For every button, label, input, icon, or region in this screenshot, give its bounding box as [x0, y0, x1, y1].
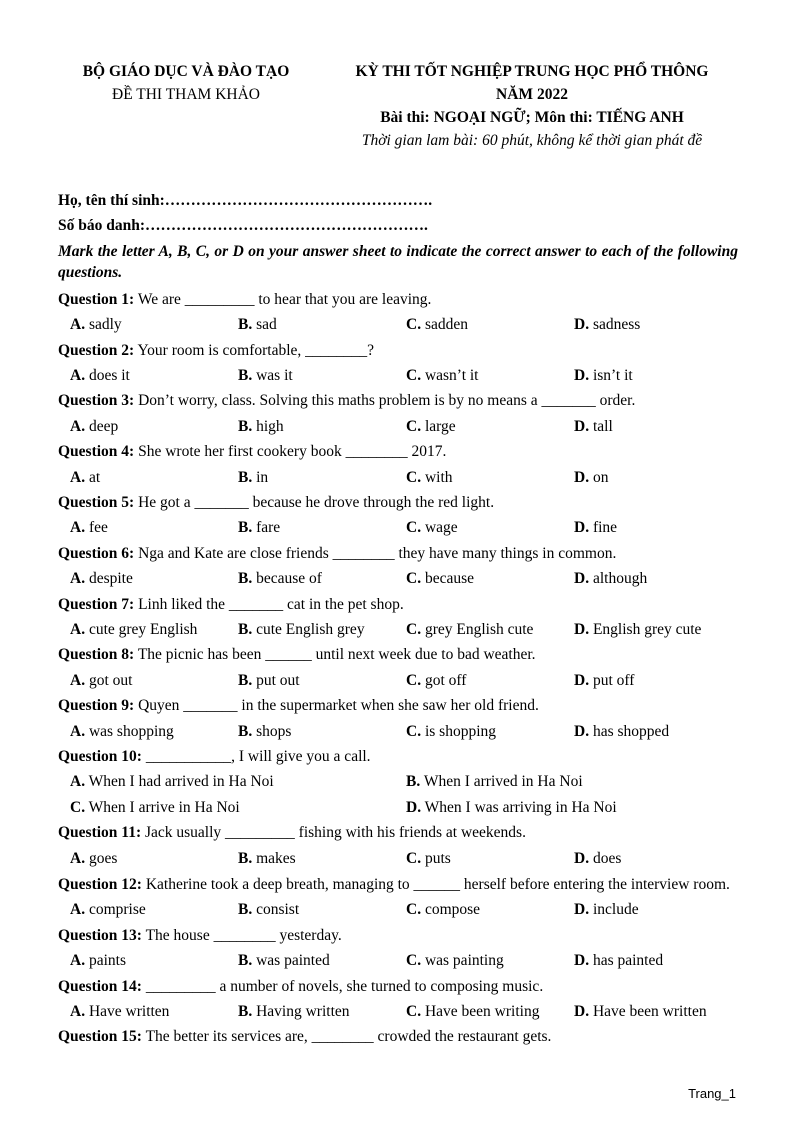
- option-text: was painted: [252, 952, 330, 970]
- question-2: [58, 338, 738, 363]
- question-number: Question 14:: [58, 977, 142, 995]
- question-text: _________ a number of novels, she turned to composing music.: [141, 977, 544, 995]
- option-text: Have been written: [589, 1003, 707, 1021]
- ministry-block: [58, 60, 314, 106]
- question-12: [58, 874, 738, 896]
- question-number: Question 12:: [58, 875, 142, 893]
- option-text: because: [421, 570, 475, 588]
- option-letter: D.: [574, 621, 590, 638]
- option-letter: A.: [70, 849, 86, 867]
- answer-options: [58, 515, 738, 540]
- answer-option: [406, 566, 474, 591]
- option-text: sadly: [85, 316, 122, 334]
- option-letter: D.: [574, 468, 590, 486]
- option-letter: B.: [238, 621, 253, 638]
- option-letter: A.: [70, 773, 86, 791]
- answer-option: [70, 617, 197, 642]
- question-text: Your room is comfortable, ________?: [134, 341, 375, 359]
- question-number: Question 7:: [58, 595, 135, 613]
- question-3: [58, 388, 738, 413]
- answer-option: [70, 897, 146, 922]
- option-text: in: [252, 468, 269, 486]
- question-text: He got a _______ because he drove through the red light.: [134, 494, 495, 511]
- option-letter: B.: [238, 367, 253, 385]
- answer-option: [238, 414, 284, 439]
- answer-option: [406, 515, 458, 540]
- option-text: on: [589, 468, 609, 486]
- question-text: Jack usually _________ fishing with his friends at weekends.: [141, 824, 526, 842]
- question-15: [58, 1024, 738, 1049]
- option-letter: B.: [238, 316, 253, 334]
- option-letter: B.: [238, 519, 253, 537]
- question-text: We are _________ to hear that you are leaving.: [134, 290, 432, 308]
- answer-options: [58, 769, 738, 794]
- answer-option: [70, 312, 122, 337]
- answer-options: [58, 668, 738, 693]
- question-number: Question 15:: [58, 1028, 142, 1046]
- answer-option: [406, 948, 504, 973]
- answer-options: [58, 897, 738, 922]
- option-text: put out: [252, 671, 300, 689]
- answer-option: [238, 363, 293, 388]
- option-letter: A.: [70, 952, 86, 970]
- option-text: English grey cute: [589, 621, 702, 638]
- answer-option: [574, 999, 707, 1024]
- answer-option: [406, 617, 533, 642]
- candidate-name-field: Họ, tên thí sinh:…………………………………………….: [58, 192, 433, 209]
- question-number: Question 1:: [58, 290, 135, 308]
- option-text: sadden: [421, 316, 468, 334]
- option-letter: B.: [238, 417, 253, 435]
- exam-content: [58, 188, 738, 1050]
- ministry-name: BỘ GIÁO DỤC VÀ ĐÀO TẠO: [82, 63, 290, 80]
- option-letter: D.: [574, 901, 590, 919]
- exam-header: [0, 60, 794, 170]
- option-letter: A.: [70, 1003, 86, 1021]
- option-letter: C.: [406, 671, 422, 689]
- option-letter: D.: [574, 1003, 590, 1021]
- option-letter: A.: [70, 621, 86, 638]
- answer-options: [58, 999, 738, 1024]
- answer-option: [574, 719, 669, 744]
- option-letter: B.: [238, 468, 253, 486]
- answer-option: [238, 312, 277, 337]
- option-letter: D.: [574, 570, 590, 588]
- option-text: sad: [252, 316, 277, 334]
- option-text: makes: [252, 849, 296, 867]
- option-letter: B.: [238, 1003, 253, 1021]
- option-letter: D.: [574, 316, 590, 334]
- option-text: is shopping: [421, 722, 497, 740]
- answer-option: [574, 414, 613, 439]
- question-text: The house ________ yesterday.: [141, 926, 342, 944]
- option-text: shops: [252, 722, 292, 740]
- option-letter: C.: [406, 367, 422, 385]
- option-text: does it: [85, 367, 130, 385]
- question-text: Nga and Kate are close friends ________ they have many things in common.: [134, 544, 617, 562]
- answer-option: [70, 515, 108, 540]
- option-letter: D.: [406, 798, 422, 816]
- option-text: cute grey English: [85, 621, 198, 638]
- option-text: isn’t it: [589, 367, 633, 385]
- option-text: puts: [421, 849, 451, 867]
- answer-options: [58, 795, 738, 820]
- exam-duration: Thời gian lam bài: 60 phút, không kể thời gian phát đề: [361, 132, 703, 149]
- answer-option: [238, 566, 322, 591]
- answer-option: [70, 769, 274, 794]
- option-letter: A.: [70, 901, 86, 919]
- option-text: comprise: [85, 901, 146, 919]
- question-text: The picnic has been ______ until next week due to bad weather.: [134, 646, 536, 664]
- option-text: got out: [85, 671, 133, 689]
- option-letter: D.: [574, 952, 590, 970]
- candidate-id-field: Số báo danh:……………………………………………….: [58, 217, 428, 235]
- answer-option: [406, 414, 456, 439]
- option-text: When I arrived in Ha Noi: [420, 773, 583, 791]
- option-text: consist: [252, 901, 300, 919]
- answer-options: [58, 719, 738, 744]
- option-text: Having written: [252, 1003, 350, 1021]
- answer-options: [58, 846, 738, 871]
- answer-option: [70, 999, 169, 1024]
- option-letter: C.: [406, 722, 422, 740]
- answer-option: [238, 515, 280, 540]
- question-number: Question 5:: [58, 494, 135, 511]
- option-text: sadness: [589, 316, 641, 334]
- option-letter: A.: [70, 570, 86, 588]
- page-number: Trang_1: [688, 1086, 736, 1101]
- answer-option: [238, 465, 268, 490]
- question-9: [58, 693, 738, 718]
- question-number: Question 4:: [58, 443, 135, 461]
- question-4: [58, 439, 738, 464]
- answer-option: [70, 414, 118, 439]
- option-letter: C.: [406, 468, 422, 486]
- section-instruction: Mark the letter A, B, C, or D on your answer sheet to indicate the correct answer to each of the following questions.: [58, 242, 738, 282]
- answer-option: [574, 515, 617, 540]
- option-text: When I was arriving in Ha Noi: [421, 798, 617, 816]
- option-text: fare: [252, 519, 281, 537]
- option-letter: A.: [70, 519, 86, 537]
- option-letter: B.: [238, 901, 253, 919]
- option-text: Have been writing: [421, 1003, 540, 1021]
- answer-option: [574, 465, 608, 490]
- answer-option: [70, 363, 130, 388]
- option-letter: A.: [70, 722, 86, 740]
- question-7: [58, 592, 738, 617]
- answer-option: [574, 846, 621, 871]
- question-6: [58, 541, 738, 566]
- answer-option: [238, 719, 291, 744]
- option-letter: A.: [70, 468, 86, 486]
- option-letter: D.: [574, 849, 590, 867]
- option-letter: A.: [70, 417, 86, 435]
- question-number: Question 3:: [58, 392, 135, 410]
- question-8: [58, 642, 738, 667]
- option-text: does: [589, 849, 622, 867]
- option-letter: D.: [574, 417, 590, 435]
- option-letter: A.: [70, 671, 86, 689]
- question-number: Question 9:: [58, 697, 135, 715]
- option-text: paints: [85, 952, 126, 970]
- question-text: Quyen _______ in the supermarket when she saw her old friend.: [134, 697, 539, 715]
- option-letter: D.: [574, 519, 590, 537]
- option-letter: C.: [406, 849, 422, 867]
- answer-option: [238, 668, 300, 693]
- option-text: at: [85, 468, 101, 486]
- option-text: was it: [252, 367, 293, 385]
- question-text: Linh liked the _______ cat in the pet shop.: [134, 595, 404, 613]
- answer-options: [58, 566, 738, 591]
- answer-option: [70, 566, 133, 591]
- answer-option: [406, 719, 496, 744]
- option-text: because of: [252, 570, 322, 588]
- answer-options: [58, 617, 738, 642]
- question-text: ___________, I will give you a call.: [141, 747, 371, 765]
- option-text: include: [589, 901, 639, 919]
- option-text: fine: [589, 519, 618, 537]
- question-number: Question 8:: [58, 646, 135, 664]
- answer-option: [406, 465, 453, 490]
- option-text: goes: [85, 849, 118, 867]
- answer-option: [406, 363, 478, 388]
- answer-option: [70, 948, 126, 973]
- option-text: fee: [85, 519, 108, 537]
- question-1: [58, 287, 738, 312]
- option-text: deep: [85, 417, 119, 435]
- answer-option: [70, 719, 174, 744]
- option-letter: C.: [70, 798, 86, 816]
- answer-option: [238, 846, 296, 871]
- option-letter: B.: [238, 849, 253, 867]
- exam-type: ĐỀ THI THAM KHẢO: [112, 86, 260, 103]
- answer-option: [70, 465, 100, 490]
- answer-option: [574, 948, 663, 973]
- option-letter: D.: [574, 367, 590, 385]
- option-text: with: [421, 468, 453, 486]
- option-letter: C.: [406, 621, 422, 638]
- exam-subject: Bài thi: NGOẠI NGỮ; Môn thi: TIẾNG ANH: [380, 109, 684, 126]
- option-text: has shopped: [589, 722, 670, 740]
- option-letter: D.: [574, 722, 590, 740]
- question-text: The better its services are, ________ crowded the restaurant gets.: [141, 1028, 552, 1046]
- question-text: Katherine took a deep breath, managing to ______ herself before entering the interview room.: [141, 875, 730, 893]
- option-letter: C.: [406, 570, 422, 588]
- question-list: [58, 287, 738, 1050]
- answer-option: [238, 999, 350, 1024]
- option-letter: B.: [238, 671, 253, 689]
- question-number: Question 10:: [58, 747, 142, 765]
- option-text: When I arrive in Ha Noi: [85, 798, 240, 816]
- question-number: Question 11:: [58, 824, 142, 842]
- question-text: Don’t worry, class. Solving this maths problem is by no means a _______ order.: [134, 392, 636, 410]
- answer-options: [58, 363, 738, 388]
- question-number: Question 2:: [58, 341, 135, 359]
- option-letter: B.: [238, 952, 253, 970]
- question-13: [58, 923, 738, 948]
- question-10: [58, 744, 738, 769]
- answer-option: [574, 312, 640, 337]
- option-text: was painting: [421, 952, 504, 970]
- option-text: although: [589, 570, 648, 588]
- answer-option: [238, 617, 365, 642]
- option-text: despite: [85, 570, 133, 588]
- answer-options: [58, 465, 738, 490]
- option-text: grey English cute: [421, 621, 534, 638]
- option-text: has painted: [589, 952, 664, 970]
- answer-options: [58, 948, 738, 973]
- answer-option: [70, 795, 240, 820]
- answer-option: [406, 795, 617, 820]
- option-letter: C.: [406, 952, 422, 970]
- answer-option: [574, 566, 647, 591]
- answer-option: [406, 312, 468, 337]
- option-letter: B.: [238, 570, 253, 588]
- answer-options: [58, 312, 738, 337]
- option-letter: C.: [406, 901, 422, 919]
- question-number: Question 6:: [58, 544, 135, 562]
- exam-title: KỲ THI TỐT NGHIỆP TRUNG HỌC PHỔ THÔNG: [355, 63, 709, 80]
- option-text: was shopping: [85, 722, 174, 740]
- answer-option: [574, 668, 634, 693]
- option-letter: C.: [406, 519, 422, 537]
- option-letter: B.: [406, 773, 421, 791]
- option-text: When I had arrived in Ha Noi: [85, 773, 274, 791]
- option-letter: C.: [406, 1003, 422, 1021]
- option-text: wasn’t it: [421, 367, 479, 385]
- option-text: tall: [589, 417, 613, 435]
- option-letter: C.: [406, 316, 422, 334]
- option-text: put off: [589, 671, 635, 689]
- answer-option: [406, 668, 466, 693]
- option-letter: A.: [70, 367, 86, 385]
- option-letter: D.: [574, 671, 590, 689]
- answer-option: [238, 897, 299, 922]
- option-text: cute English grey: [252, 621, 365, 638]
- answer-option: [574, 617, 701, 642]
- option-text: compose: [421, 901, 481, 919]
- answer-option: [406, 897, 480, 922]
- option-letter: C.: [406, 417, 422, 435]
- option-text: wage: [421, 519, 458, 537]
- option-text: Have written: [85, 1003, 170, 1021]
- question-11: [58, 820, 738, 845]
- option-text: got off: [421, 671, 467, 689]
- answer-option: [238, 948, 330, 973]
- answer-option: [406, 846, 451, 871]
- answer-option: [70, 846, 117, 871]
- answer-option: [574, 363, 633, 388]
- option-text: high: [252, 417, 284, 435]
- option-letter: A.: [70, 316, 86, 334]
- exam-year: NĂM 2022: [496, 86, 568, 103]
- exam-title-block: [336, 60, 728, 152]
- option-letter: B.: [238, 722, 253, 740]
- question-number: Question 13:: [58, 926, 142, 944]
- answer-option: [574, 897, 639, 922]
- answer-option: [70, 668, 132, 693]
- answer-option: [406, 999, 539, 1024]
- answer-options: [58, 414, 738, 439]
- question-text: She wrote her first cookery book ________ 2017.: [134, 443, 447, 461]
- question-14: [58, 974, 738, 999]
- answer-option: [406, 769, 583, 794]
- question-5: [58, 490, 738, 515]
- option-text: large: [421, 417, 456, 435]
